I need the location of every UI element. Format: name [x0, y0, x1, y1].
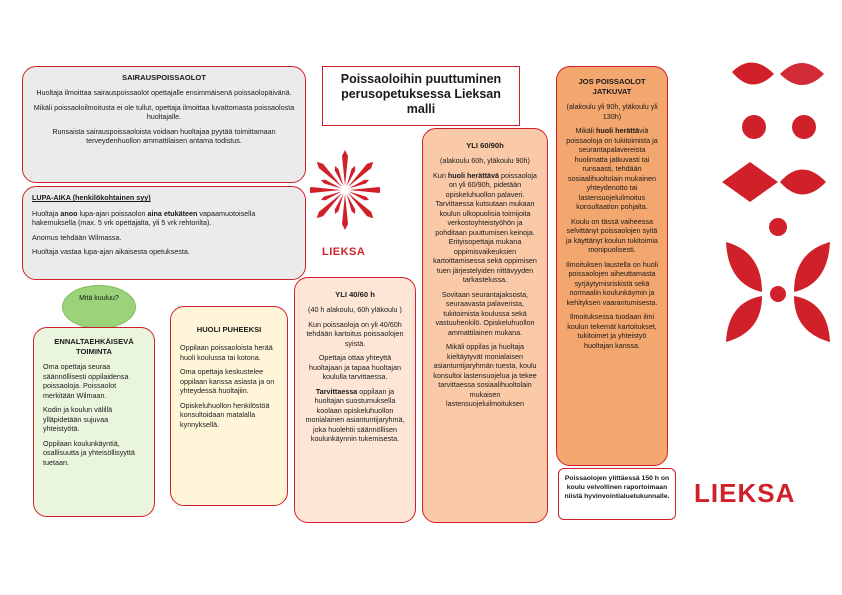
- sairaus-heading: SAIRAUSPOISSAOLOT: [122, 73, 206, 82]
- logo-small-text: LIEKSA: [322, 246, 366, 258]
- lupa-text-2: Anomus tehdään Wilmassa.: [32, 232, 122, 242]
- huoli-text-1: Oppilaan poissaoloista herää huoli koulussa tai kotona.: [180, 343, 273, 362]
- raportointi-note: Poissaolojen ylittäessä 150 h on koulu velvollinen raportoimaan niistä hyvinvointialuetukunnalle.: [558, 468, 676, 520]
- yli60-text-3: Mikäli oppilas ja huoltaja kieltäytyvät monialaisen asiantuntijaryhmän tuesta, koulu konsultoi lastensuojelua ja tekee tarvittaessa sosiaalihuoltolain mukaisen lastensuojeluilmoituksen: [433, 342, 537, 409]
- huoli-heading: HUOLI PUHEEKSI: [196, 325, 262, 334]
- lupa-text-3: Huoltaja vastaa lupa-ajan aikaisesta opetuksesta.: [32, 247, 190, 256]
- yli-40-60-box: [294, 277, 416, 523]
- yli40-text-1: Kun poissaoloja on yli 40/60h tehdään kartoitus poissaolojen syistä.: [306, 319, 404, 348]
- yli-60-90-box: [422, 128, 548, 523]
- sairaus-text-2: Mikäli poissaoloilmoitusta ei ole tullut, opettaja ilmoittaa luvattomasta poissaolosta huoltajalle.: [33, 102, 295, 122]
- logo-big-text: LIEKSA: [694, 478, 796, 508]
- huoli-text-2: Oma opettaja keskustelee oppilaan kanssa asiasta ja on yhteydessä huoltajiin.: [180, 367, 275, 396]
- yli60-sub: (alakoulu 60h, yläkoulu 90h): [440, 156, 530, 166]
- flower-logo-icon: [310, 138, 380, 243]
- jatkuvat-text-1: Mikäli huoli herättäviä poissaoloja on tukitoimista ja seurantapalavereista huolimatta jatkuvasti tai runsaasti, tehdään sosiaalihuoltolain mukainen yhteydenotto tai lastensuojeluilmoitus konsultaation pohjalta.: [566, 126, 658, 212]
- jatkuvat-text-2: Koulu on tässä vaiheessa selvittänyt poissaolojen syitä ja käyttänyt koulun tukitoimia monipuolisesti.: [566, 216, 658, 255]
- jatkuvat-text-4: Ilmoituksessa tuodaan ilmi koulun tekemät kartoitukset, tukitoimet ja yhteistyö huoltajan kanssa.: [567, 312, 657, 350]
- page-title: Poissaoloihin puuttuminen perusopetuksessa Lieksan malli: [322, 66, 520, 126]
- lupa-heading: LUPA-AIKA (henkilökohtainen syy): [32, 193, 151, 202]
- jatkuvat-box: [556, 66, 668, 466]
- speech-bubble: Mitä kuuluu?: [62, 285, 136, 329]
- sairauspoissaolot-box: [22, 66, 306, 183]
- yli40-text-3: Tarvittaessa oppilaan ja huoltajan suostumuksella koolaan opiskeluhuollon monialainen asiantuntijaryhmä, joka huolehtii säännöllisen koulunkäynnin tukemisesta.: [305, 386, 405, 444]
- ennalta-text-3: Oppilaan koulunkäyntiä, osallisuutta ja yhteisöllisyyttä tuetaan.: [43, 438, 135, 467]
- ennalta-text-1: Oma opettaja seuraa säännöllisesti oppilaidensa poissaoloja. Poissaolot merkitään Wilmaan.: [43, 362, 129, 400]
- sairaus-text-3: Runsaista sairauspoissaoloista voidaan huoltajaa pyytää toimittamaan terveydenhuollon ammattilaisen antama todistus.: [52, 126, 276, 146]
- jatkuvat-text-3: Ilmoituksen laustella on huoli poissaolojen aiheuttamasta syrjäytymisriskistä sekä normaalin koulunkäymin ja kehityksen vaarantumisesta.: [566, 259, 658, 307]
- ennalta-heading: ENNALTAEHKÄISEVÄ TOIMINTA: [54, 337, 134, 357]
- huoli-puheeksi-box: [170, 306, 288, 506]
- sairaus-text-1: Huoltaja ilmoittaa sairauspoissaolot opettajalle ensimmäisenä poissaolopäivänä.: [36, 88, 292, 98]
- lupa-text-1: Huoltaja anoo lupa-ajan poissaolon aina etukäteen vapaamuotoisella hakemuksella (max. 5 vrk opettajalta, yli 5 vrk rehtorilta).: [32, 208, 256, 227]
- jatkuvat-heading: JOS POISSAOLOT JATKUVAT: [578, 77, 646, 97]
- lupa-aika-box: [22, 186, 306, 280]
- yli40-text-2: Opettaja ottaa yhteyttä huoltajaan ja tapaa huoltajan koululla tarvittaessa.: [309, 353, 401, 382]
- yli40-sub: (40 h alakoulu, 60h yläkoulu ): [308, 305, 402, 315]
- ennalta-text-2: Kodin ja koulun välillä ylläpidetään sujuvaa yhteistyötä.: [43, 405, 113, 434]
- yli60-heading: YLI 60/90h: [466, 141, 504, 150]
- huoli-text-3: Opiskeluhuollon henkilöstöä konsultoidaan matalalla kynnyksellä.: [180, 400, 270, 429]
- yli60-text-1: Kun huoli herättävä poissaoloja on yli 60/90h, pidetään opiskeluhuollon palaveri. Tarvittaessa kutsutaan mukaan koulun ulkopuolisia toimijoita verkostoyhteistyöhön ja pohditaan puuttumisen keinoja. Erityisopettaja mukana oppimisvaikeuksien kartoittamisessa sekä oppimisen tuen järjestelyiden riittävyyden tarkastelussa.: [433, 170, 537, 285]
- jatkuvat-sub: (alakoulu yli 90h, yläkoulu yli 130h): [566, 102, 658, 121]
- yli40-heading: YLI 40/60 h: [335, 290, 375, 299]
- ennaltaehkaiseva-box: [33, 327, 155, 517]
- yli60-text-2: Sovitaan seurantajaksosta, seuraavasta palaverista, tukitoimista koulussa sekä vastuuhenkilö. Opiskeluhuollon ammattilainen mukana.: [435, 289, 535, 337]
- decorative-pattern-icon: [722, 52, 834, 352]
